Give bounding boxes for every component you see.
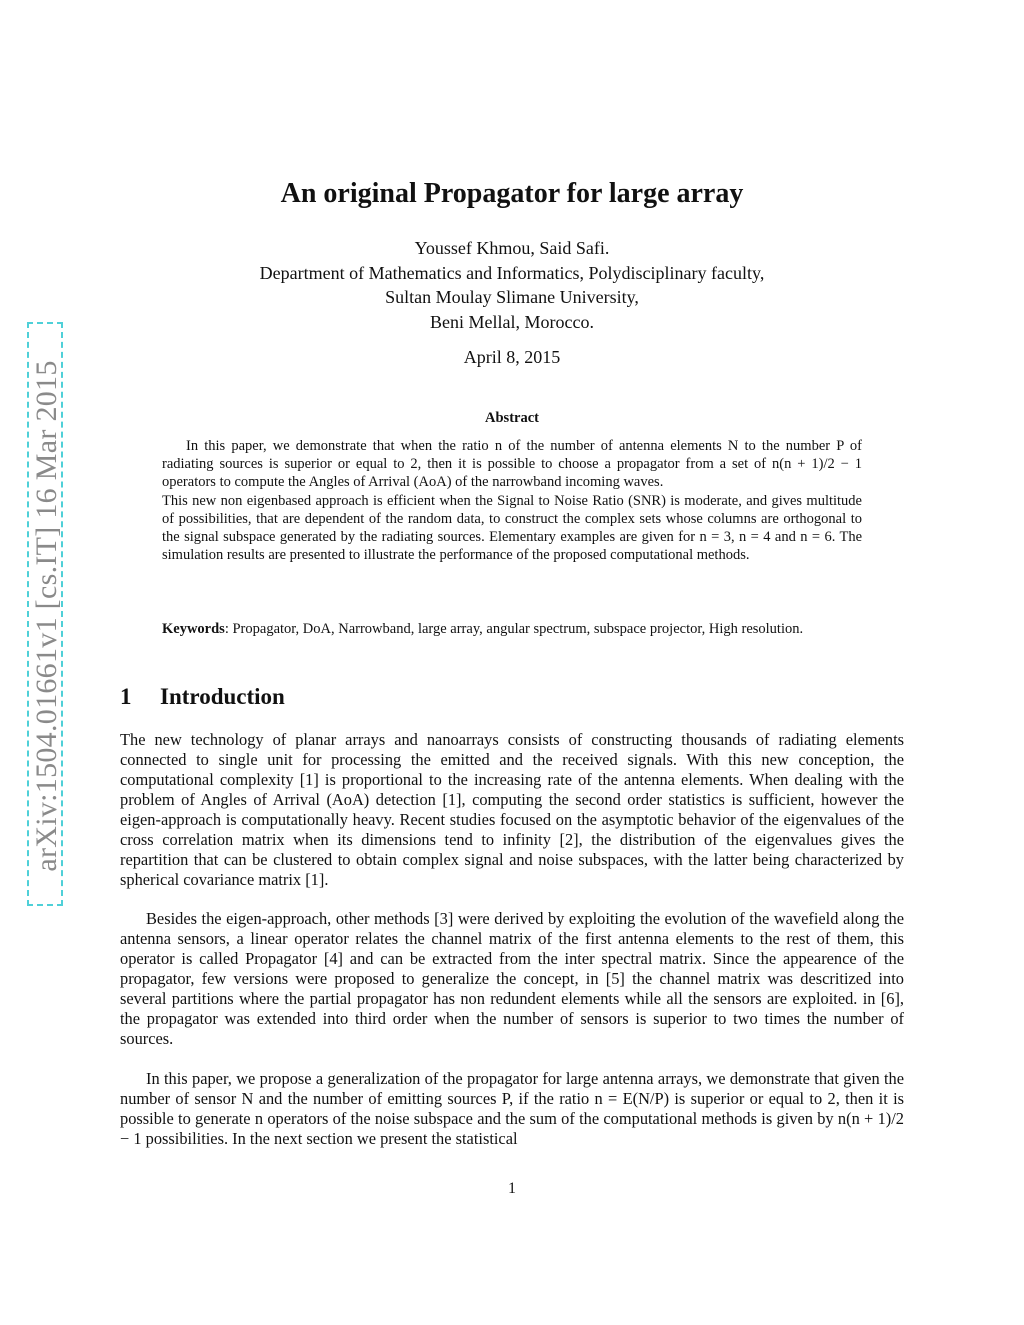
section-title: Introduction	[160, 684, 285, 709]
section-number: 1	[120, 684, 132, 709]
body-paragraph: The new technology of planar arrays and nanoarrays consists of constructing thousands of radiating elements connected to single unit for processing the emitted and the received signals. With this new conception, the computational complexity [1] is proportional to the increasing rate of the antenna elements. When dealing with the problem of Angles of Arrival (AoA) detection [1], computing the second order statistics is sufficient, however the eigen-approach is computationally heavy. Recent studies focused on the asymptotic behavior of the eigenvalues of the cross correlation matrix when its dimensions tend to infinity [2], the distribution of the eigenvalues gives the repartition that can be clustered to obtain complex signal and noise subspaces, with the latter being characterized by spherical covariance matrix [1].	[120, 730, 904, 889]
keywords	[162, 620, 862, 638]
author-names: Youssef Khmou, Said Safi.	[414, 238, 610, 258]
author-block	[0, 236, 1024, 334]
author-affiliation-location: Beni Mellal, Morocco.	[430, 311, 594, 332]
page-number: 1	[508, 1180, 516, 1197]
section-heading	[120, 684, 285, 710]
paper-date: April 8, 2015	[463, 347, 561, 367]
keywords-list: : Propagator, DoA, Narrowband, large array, angular spectrum, subspace projector, High resolution.	[224, 621, 804, 637]
abstract-heading: Abstract	[485, 410, 539, 426]
abstract-paragraph: In this paper, we demonstrate that when the ratio n of the number of antenna elements N to the number P of radiating sources is superior or equal to 2, then it is possible to choose a propagator from a set of n(n + 1)/2 − 1 operators to compute the Angles of Arrival (AoA) of the narrowband incoming waves.	[162, 438, 862, 491]
body-paragraph: In this paper, we propose a generalization of the propagator for large antenna arrays, we demonstrate that given the number of sensor N and the number of emitting sources P, if the ratio n = E(N/P) is superior or equal to 2, then it is possible to generate n operators of the noise subspace and the sum of the computational methods is given by n(n + 1)/2 − 1 possibilities. In the next section we present the statistical	[120, 1069, 904, 1148]
body-paragraph: Besides the eigen-approach, other methods [3] were derived by exploiting the evolution of the wavefield along the antenna sensors, a linear operator relates the channel matrix of the first antenna elements to the rest of them, this operator is called Propagator [4] and can be extracted from the inter spectral matrix. Since the appearence of the propagator, few versions were proposed to generalize the concept, in [5] the channel matrix was descritized into several partitions where the partial propagator has non redundent elements while all the sensors are exploited. in [6], the propagator was extended into third order when the number of sensors is superior to two times the number of sources.	[120, 909, 904, 1048]
author-affiliation-university: Sultan Moulay Slimane University,	[385, 287, 639, 307]
keywords-label: Keywords	[162, 621, 225, 637]
abstract-body	[162, 437, 862, 564]
arxiv-identifier: arXiv:1504.01661v1 [cs.IT] 16 Mar 2015	[30, 360, 63, 872]
abstract-paragraph: This new non eigenbased approach is efficient when the Signal to Noise Ratio (SNR) is moderate, and gives multitude of possibilities, that are dependent of the random data, to construct the complex sets whose columns are orthogonal to the signal subspace generated by the radiating sources. Elementary examples are given for n = 3, n = 4 and n = 6. The simulation results are presented to illustrate the performance of the proposed computational methods.	[162, 492, 862, 564]
paper-title: An original Propagator for large array	[280, 178, 744, 209]
author-affiliation-department: Department of Mathematics and Informatics, Polydisciplinary faculty,	[259, 262, 765, 283]
